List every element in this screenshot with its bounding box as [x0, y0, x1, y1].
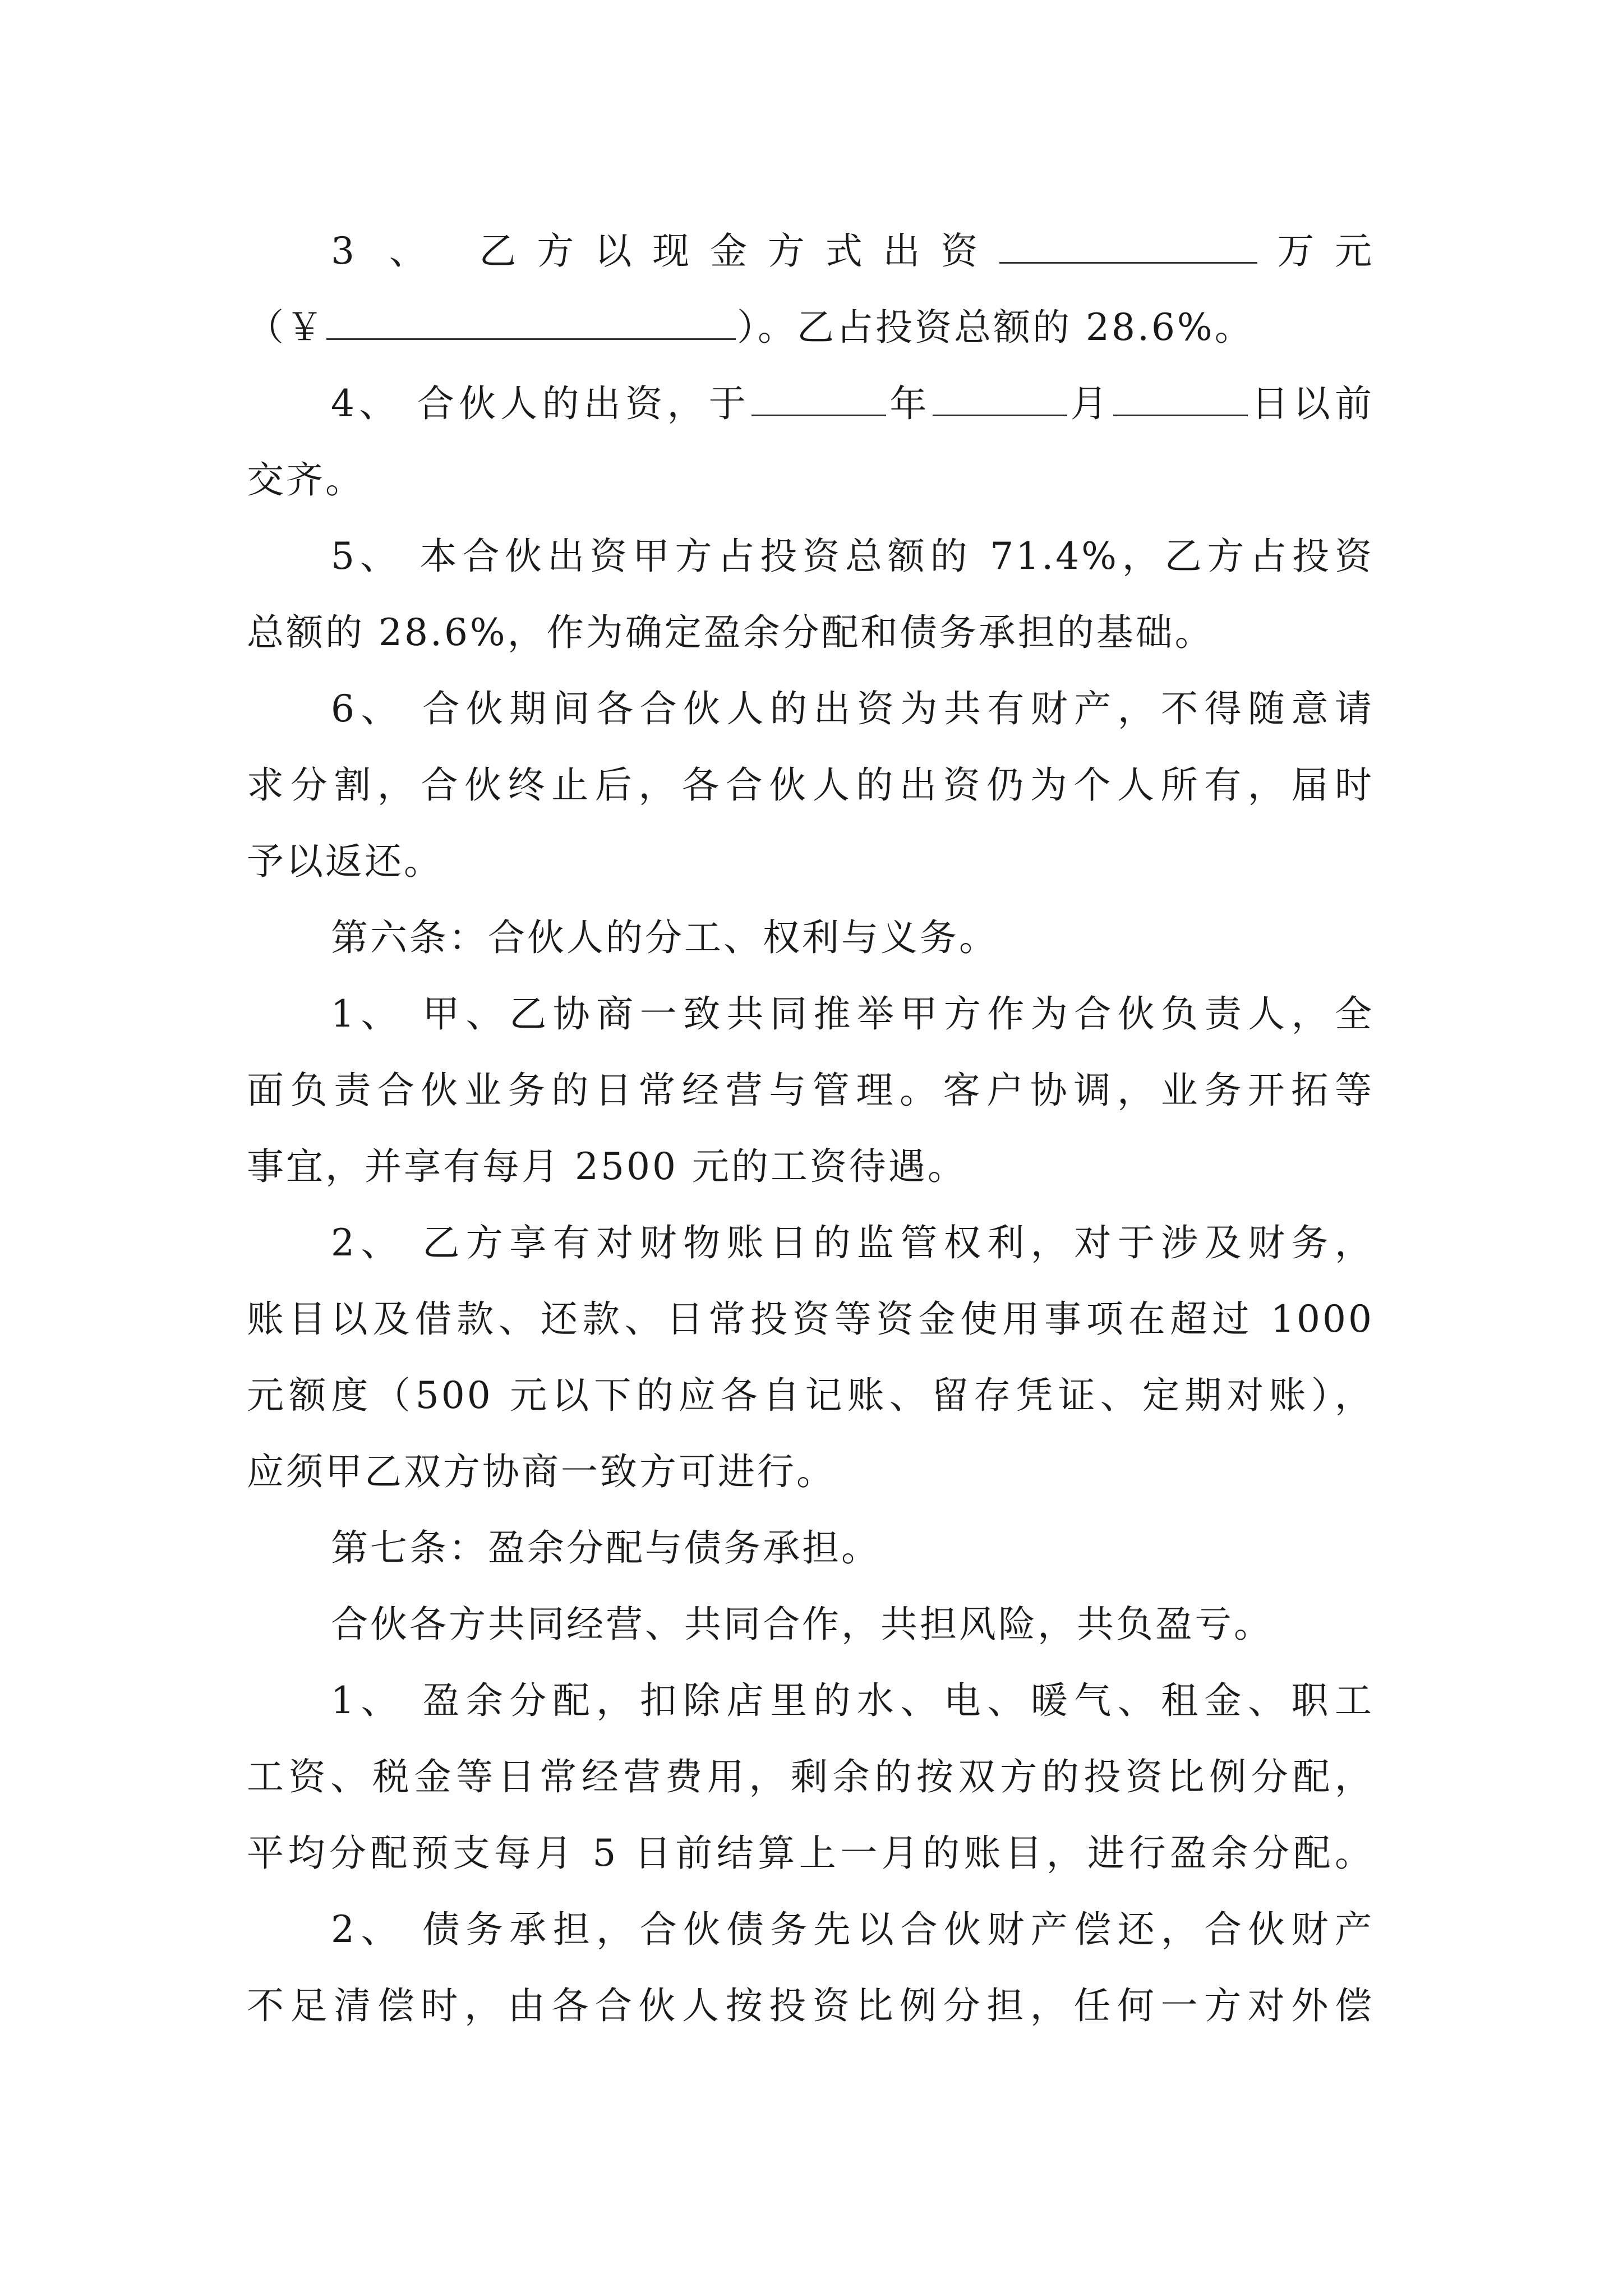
item-6-line-2: 求分割，合伙终止后，各合伙人的出资仍为个人所有，届时 — [247, 763, 1374, 807]
item-5-line-2: 总额的 28.6%，作为确定盈余分配和债务承担的基础。 — [247, 611, 1214, 654]
article-6-p2-line-3: 元额度（500 元以下的应各自记账、留存凭证、定期对账）， — [247, 1374, 1374, 1417]
year-blank — [751, 380, 886, 416]
article-6-p1-line-3: 事宜，并享有每月 2500 元的工资待遇。 — [247, 1145, 967, 1188]
article-7-p1-line-1: 1、 盈余分配，扣除店里的水、电、暖气、租金、职工 — [331, 1679, 1374, 1722]
item-5-line-1: 5、 本合伙出资甲方占投资总额的 71.4%，乙方占投资 — [331, 535, 1374, 578]
article-6-p2-line-4: 应须甲乙双方协商一致方可进行。 — [247, 1450, 836, 1493]
article-7-heading: 第七条：盈余分配与债务承担。 — [331, 1526, 880, 1570]
item-6-line-1: 6、 合伙期间各合伙人的出资为共有财产，不得随意请 — [331, 687, 1374, 730]
article-7-p1-line-3: 平均分配预支每月 5 日前结算上一月的账目，进行盈余分配。 — [247, 1832, 1374, 1875]
yen-open: （￥ — [247, 306, 325, 349]
article-7-intro: 合伙各方共同经营、共同合作，共担风险，共负盈亏。 — [331, 1603, 1273, 1646]
article-7-p2-line-1: 2、 债务承担，合伙债务先以合伙财产偿还，合伙财产 — [331, 1908, 1374, 1951]
item-3-line-1 — [247, 213, 1374, 289]
document-page — [247, 213, 1374, 2044]
amount-blank — [999, 227, 1257, 264]
article-6-p2-line-1: 2、 乙方享有对财物账日的监管权利，对于涉及财务， — [331, 1221, 1374, 1264]
yen-amount-blank — [326, 303, 736, 340]
article-6-p1-line-1: 1、 甲、乙协商一致共同推举甲方作为合伙负责人，全 — [331, 992, 1374, 1036]
item-3-lead: 3 、 乙方以现金方式出资 — [331, 229, 999, 273]
day-label: 日以前 — [1249, 382, 1375, 425]
article-6-p2-line-2: 账目以及借款、还款、日常投资等资金使用事项在超过 1000 — [247, 1297, 1374, 1341]
item-4-line-2: 交齐。 — [247, 458, 365, 501]
article-7-p2-line-2: 不足清偿时，由各合伙人按投资比例分担，任何一方对外偿 — [247, 1984, 1374, 2027]
month-label: 月 — [1068, 382, 1113, 425]
item-4-line-1 — [247, 366, 1374, 442]
item-4-lead: 4、 合伙人的出资，于 — [331, 382, 751, 425]
day-blank — [1113, 380, 1248, 416]
article-6-heading: 第六条：合伙人的分工、权利与义务。 — [331, 916, 998, 959]
year-label: 年 — [887, 382, 932, 425]
item-3-line-2 — [247, 289, 1374, 366]
item-3-tail: ）。乙占投资总额的 28.6%。 — [737, 306, 1254, 349]
article-6-p1-line-2: 面负责合伙业务的日常经营与管理。客户协调，业务开拓等 — [247, 1069, 1374, 1112]
item-3-unit: 万元 — [1258, 229, 1375, 273]
month-blank — [933, 380, 1067, 416]
item-6-line-3: 予以返还。 — [247, 840, 443, 883]
article-7-p1-line-2: 工资、税金等日常经营费用，剩余的按双方的投资比例分配， — [247, 1755, 1374, 1798]
